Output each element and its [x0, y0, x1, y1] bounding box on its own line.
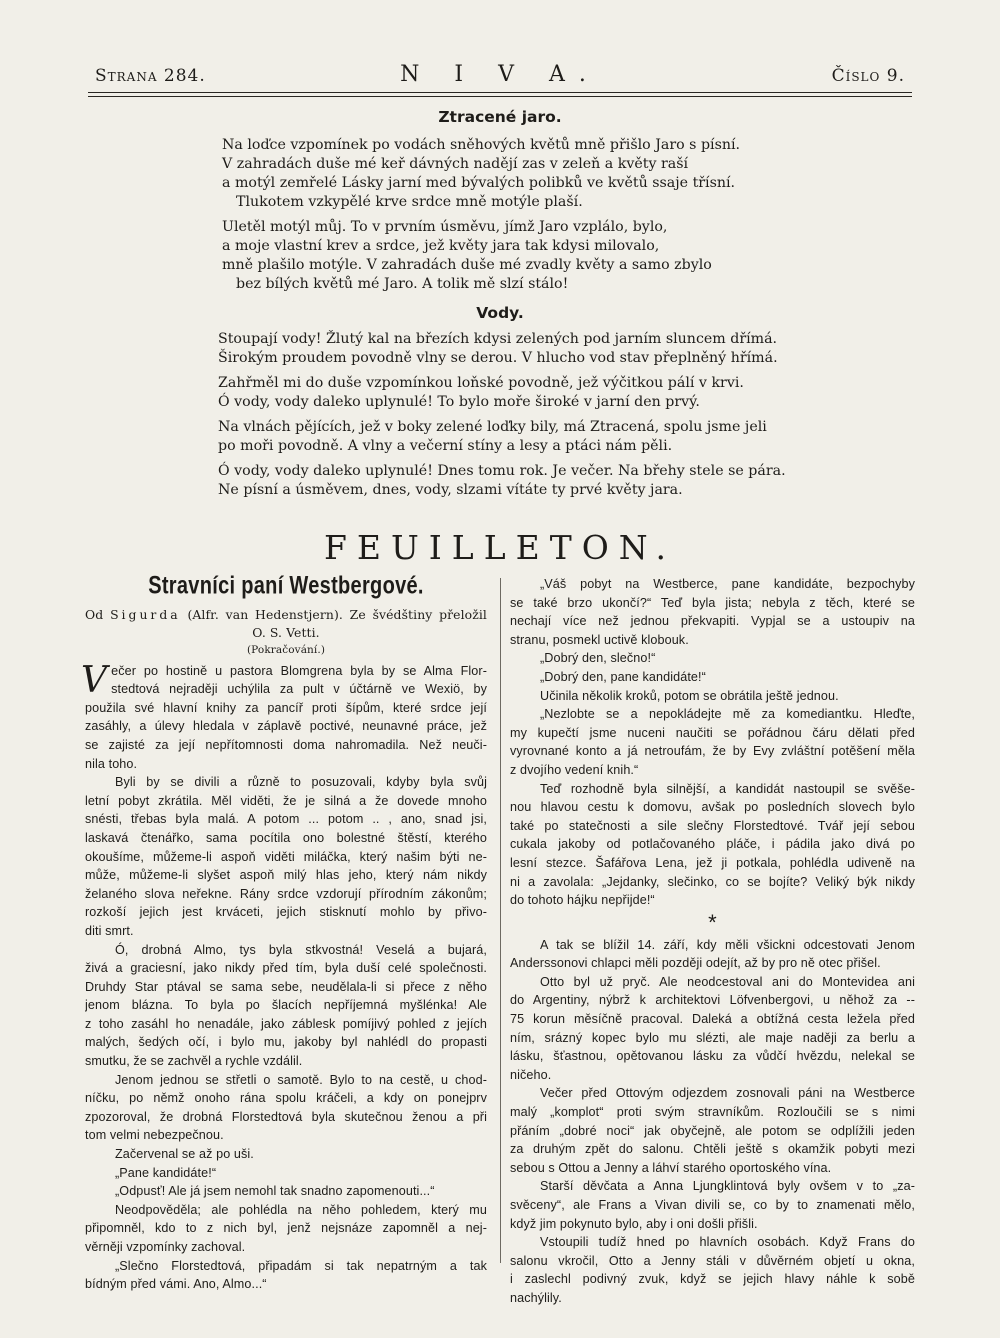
story-paragraph [510, 1177, 915, 1233]
story-column-right [510, 575, 915, 1308]
story-paragraph [510, 1084, 915, 1177]
story-paragraph [85, 1164, 487, 1183]
story-paragraph [85, 941, 487, 1071]
story-line: se zajisté za její nepřítomnosti doma nahromadila. Než neuči- [85, 737, 487, 752]
continuation-note: (Pokračování.) [246, 643, 326, 656]
header-rule-thin [88, 96, 912, 97]
story-line: A tak se blížil 14. září, kdy měli všickni odcestovati Jenom [540, 937, 915, 952]
story-line: Neodpověděla; ale pohlédla na něho pohledem, který mu [115, 1202, 487, 1217]
poem-ztracene-jaro [222, 136, 782, 294]
story-paragraph [85, 1201, 487, 1257]
poem-line: Tlukotem vzkypělé krve srdce mně motýle plaší. [236, 194, 583, 210]
story-paragraph [510, 780, 915, 910]
feuilleton-heading: FEUILLETON. [323, 528, 677, 567]
poem-line: mně plašilo motýle. V zahradách duše mé zvadly květy a samo zbylo [222, 257, 712, 273]
story-line: ečer po hostině u pastora Blomgrena byla by se Alma Flor- [111, 663, 487, 678]
poem-line: po moři povodně. A vlny a večerní stíny a lesy a ptáci nám pěli. [218, 438, 673, 454]
story-line: „Váš pobyt na Westberce, pane kandidáte, bezpochyby [540, 577, 915, 591]
story-line: ni a zavolala: „Jejdanky, slečinko, co se bojíte? Veliký býk nikdy [510, 874, 915, 889]
story-line: Byli by se divili a různě to posuzovali, kdyby byla svůj [115, 775, 487, 790]
story-line: sebou s Ottou a Jenny a láhví starého oportoského vína. [510, 1160, 832, 1175]
story-line: ničeho. [510, 1067, 552, 1082]
poem-line: Ó vody, vody daleko uplynulé! Dnes tomu rok. Je večer. Na břehy stele se pára. [218, 463, 786, 479]
running-header [95, 62, 905, 92]
story-line: lesní stezce. Šafářova Lena, jež ji potkala, pohlédla udiveně na [510, 855, 915, 870]
poem-line: Zahřměl mi do duše vzpomínkou loňské povodně, jež výčitkou pálí v krvi. [218, 375, 744, 391]
story-line: přáním „dobré noci“ jak obyčejně, ale potom se odplížili jeden [510, 1123, 915, 1138]
story-line: stranu, posmekl uctivě klobouk. [510, 632, 689, 647]
story-line: cukala jakoby od potlačovaného pláče, i pádila jako divá po [510, 837, 915, 852]
story-line: do Argentiny, nýbrž k architektovi Löfvenbergovi, u něhož za -- [510, 993, 915, 1008]
poem-vody [218, 330, 786, 500]
story-line: Začervenal se až po uši. [115, 1147, 254, 1162]
poem-line: Stoupají vody! Žlutý kal na březích kdysi zelených pod jarním sluncem dřímá. [218, 331, 778, 347]
story-line: nachýlily. [510, 1290, 562, 1305]
story-line: smutku, že se zachvěl a rychle vzdálil. [85, 1054, 303, 1069]
story-line: připomněl, kdo to z nich byl, jenž nejsnáze zapomněl a nej- [85, 1221, 487, 1236]
story-title: Stravníci paní Westbergové. [148, 572, 424, 600]
poem-line: Na loďce vzpomínek po vodách sněhových květů mně přišlo Jaro s písní. [222, 137, 741, 153]
story-line: bídným před vámi. Ano, Almo...“ [85, 1277, 267, 1292]
story-line: Vstoupili tudíž hned po hlavních osobách. Když Frans do [540, 1235, 915, 1250]
story-line: Ó, drobná Almo, tys byla stkvostná! Veselá a bujará, [115, 942, 487, 957]
story-line: malý „komplot“ proti svým stravníkům. Rozloučili se s nimi [510, 1105, 915, 1120]
translator-name: O. S. Vetti. [252, 624, 320, 640]
story-line: se také brzo ukončí?“ Teď byla jista; nebyla z těch, které se [510, 595, 915, 610]
poem-line: a motýl zemřelé Lásky jarní med bývalých polibků ve květů ssaje třísní. [222, 175, 736, 191]
story-line: Teď rozhodně byla silnější, a kandidát nastoupil se svěše- [540, 781, 915, 796]
poem-line: Širokým proudem povodně vlny se derou. V hlucho vod stav přeplněný hřímá. [218, 350, 778, 366]
story-paragraph [81, 659, 487, 774]
story-paragraph [85, 773, 487, 940]
story-line: nou hlavou cestu k domovu, avšak po posledních slovech bylo [510, 800, 915, 815]
story-line: do tohoto hájku nepřijde!“ [510, 893, 655, 908]
story-line: lásku, šťastnou, opětovanou lásku za vůdčí hvězdu, nelekal se [510, 1049, 915, 1064]
story-line: „Pane kandidáte!“ [115, 1165, 217, 1180]
story-line: „Dobrý den, slečno!“ [540, 651, 656, 666]
story-line: věrněji vzpomínky zachoval. [85, 1240, 246, 1254]
story-line: i zaslechl podivný zvuk, když se jejich hlavy náhle k sobě [510, 1272, 915, 1287]
issue-number-label: Číslo 9. [831, 66, 905, 86]
story-line: z toho zasáhl ho nenadále, jako záblesk pomíjivý pohled z jejích [85, 1016, 487, 1031]
story-line: želaného slova neřekne. Rány srdce vzdorují přírodním zákonům; [85, 886, 487, 901]
story-line: Večer před Ottovým odjezdem zosnovali páni na Westberce [540, 1086, 915, 1101]
story-paragraph [510, 973, 915, 1085]
story-line: 75 korun měsíčně pracoval. Daleká a obtížná cesta ležela před [510, 1012, 915, 1027]
story-line: Druhdy Star ptával se sama sebe, neudělala-li si přece z něho [85, 979, 487, 994]
story-line: živá a graciesní, jako nikdy před tím, byla duší celé společnosti. [85, 961, 487, 976]
story-line: Jenom jednou se střetli o samotě. Bylo to na cestě, u chod- [115, 1072, 487, 1087]
story-line: nechají více než jednou překvapiti. Vypjal se a ustoupiv na [510, 614, 915, 629]
story-line: diti smrt. [85, 923, 134, 938]
story-paragraph [510, 575, 915, 649]
story-paragraph [85, 1182, 487, 1201]
story-column-left [81, 572, 487, 1294]
story-line: tom velmi nebezpečnou. [85, 1128, 224, 1143]
author-name: Sigurda [110, 606, 181, 622]
story-line: Otto byl už pryč. Ale neodcestoval ani do Montevidea ani [540, 974, 915, 989]
story-line: může, můžeme-li slyšet aspoň milý hlas jeho, který nám nikdy [85, 868, 487, 883]
story-paragraph [510, 705, 915, 779]
story-line: „Odpusť! Ale já jsem nemohl tak snadno zapomenouti...“ [115, 1184, 435, 1199]
story-line: vyrovnané konto a já netroufám, že by Evy zvláštní potěšení měla [510, 744, 915, 759]
story-line: ním, srázný kopec bylo mu slézti, ale maje naději za berlu a [510, 1030, 915, 1045]
story-line: z dvojího vedení knih.“ [510, 762, 639, 777]
story-line: Učinila několik kroků, potom se obrátila ještě jednou. [540, 688, 839, 703]
story-line: salonu vkročil, Otto a Jenny stáli v důvěrném objetí u okna, [510, 1253, 915, 1268]
poem-line: a moje vlastní krev a srdce, jež květy jara tak kdysi milovalo, [222, 238, 660, 254]
story-line: zpozoroval, že drobná Florstedtová byla skutečnou ženou a při [85, 1109, 487, 1124]
header-rule [88, 92, 912, 93]
story-paragraph [510, 668, 915, 687]
story-line: níčku, po němž onoho rána spolu kráčeli, a kdy on ponejprv [85, 1091, 487, 1106]
story-line: „Nezlobte se a nepokládejte mě za komediantku. Hleďte, [540, 707, 915, 722]
poem-line: bez bílých květů mé Jaro. A tolik mě slzí stálo! [236, 276, 569, 292]
story-line: nila toho. [85, 756, 138, 771]
story-line: my kupečtí jsme nuceni naučiti se pořádnou čáru dělati před [510, 725, 915, 740]
poem-line: Na vlnách pějících, jež v boky zelené loďky bily, má Ztracená, spolu jsme jeli [218, 419, 767, 435]
poem-line: Ó vody, vody daleko uplynulé! To bylo moře široké v jarní den prvý. [218, 394, 700, 410]
story-body-left [81, 659, 487, 1294]
story-line: také po statečnosti a sile slečny Florstedtové. Tvář její sebou [510, 818, 915, 833]
story-paragraph [510, 1233, 915, 1307]
story-line: „Dobrý den, pane kandidáte!“ [540, 669, 706, 684]
story-paragraph [85, 1145, 487, 1164]
story-line: letní pobyt zkrátila. Měl viděti, že je silná a že dovede mnoho [85, 793, 487, 808]
story-line: okoušíme, můžeme-li aspoň viděti miláčka, který našim býti ne- [85, 849, 487, 864]
story-line: Starší děvčata a Anna Ljungklintová byly ovšem v to „za- [540, 1179, 915, 1194]
story-line: „Slečno Florstedtová, připadám si tak nepatrným a tak [115, 1258, 487, 1273]
story-line: snésti, třebas byla malá. A potom ... potom .. , ano, snad jsi, [85, 812, 487, 827]
journal-title: N I V A. [400, 62, 600, 87]
story-paragraph [85, 1071, 487, 1145]
story-paragraph [510, 936, 915, 973]
story-line: svěceny“, ale Frans a Vivan divili se, co by to znamenati mělo, [510, 1198, 915, 1212]
story-byline: Od Sigurda (Alfr. van Hedenstjern). Ze švédštiny přeložil [85, 606, 487, 622]
story-line: laskavá čtenářko, sama pocítila ono bolestné štěstí, kterého [85, 830, 487, 845]
story-paragraph [510, 687, 915, 706]
column-divider [500, 578, 501, 1263]
story-line: když jim pokynuto bylo, aby i oni došli přišli. [510, 1216, 758, 1231]
story-line: zasáhly, a úlevy hledala v záplavě poctivé, neunavné práce, jež [85, 719, 487, 734]
section-break-asterisk: * [708, 909, 717, 935]
story-paragraph [85, 1257, 487, 1294]
story-line: za druhým zpět do salonu. Chtěli ještě s okamžik pobyti mezi [510, 1142, 915, 1157]
poem-line: Ne písní a úsměvem, dnes, vody, slzami vítáte ty prvé květy jara. [218, 482, 683, 498]
poem-title-ztracene-jaro: Ztracené jaro. [438, 108, 562, 126]
page-number-label: Strana 284. [95, 66, 206, 86]
poem-line: Uletěl motýl můj. To v prvním úsměvu, jímž Jaro vzplálo, bylo, [222, 219, 668, 235]
story-line: rozkoší jejich jest krváceti, jejich stisknutí mohlo by přivo- [85, 905, 487, 920]
story-line: použila své hlavní knihy za pancíř proti šípům, které srdce její [85, 700, 487, 715]
story-line: malých, šedých očí, i bylo mu, jakoby byl nahlédl do propasti [85, 1035, 487, 1050]
story-line: stedtová nejraději uchýlila za pult v účtárně ve Wexiö, by [111, 682, 487, 697]
poem-title-vody: Vody. [476, 304, 524, 322]
story-line: Anderssonovi chlapci měli později odejít, až by pro ně otec přišel. [510, 956, 881, 971]
story-paragraph [510, 649, 915, 668]
poem-line: V zahradách duše mé keř dávných nadějí zas v zeleň a květy raší [222, 156, 689, 172]
drop-cap: V [81, 659, 108, 701]
story-line: jenom blázna. To byla po šlacích nepříjemná myšlénka! Ale [85, 998, 487, 1013]
story-body-right [510, 575, 915, 1308]
